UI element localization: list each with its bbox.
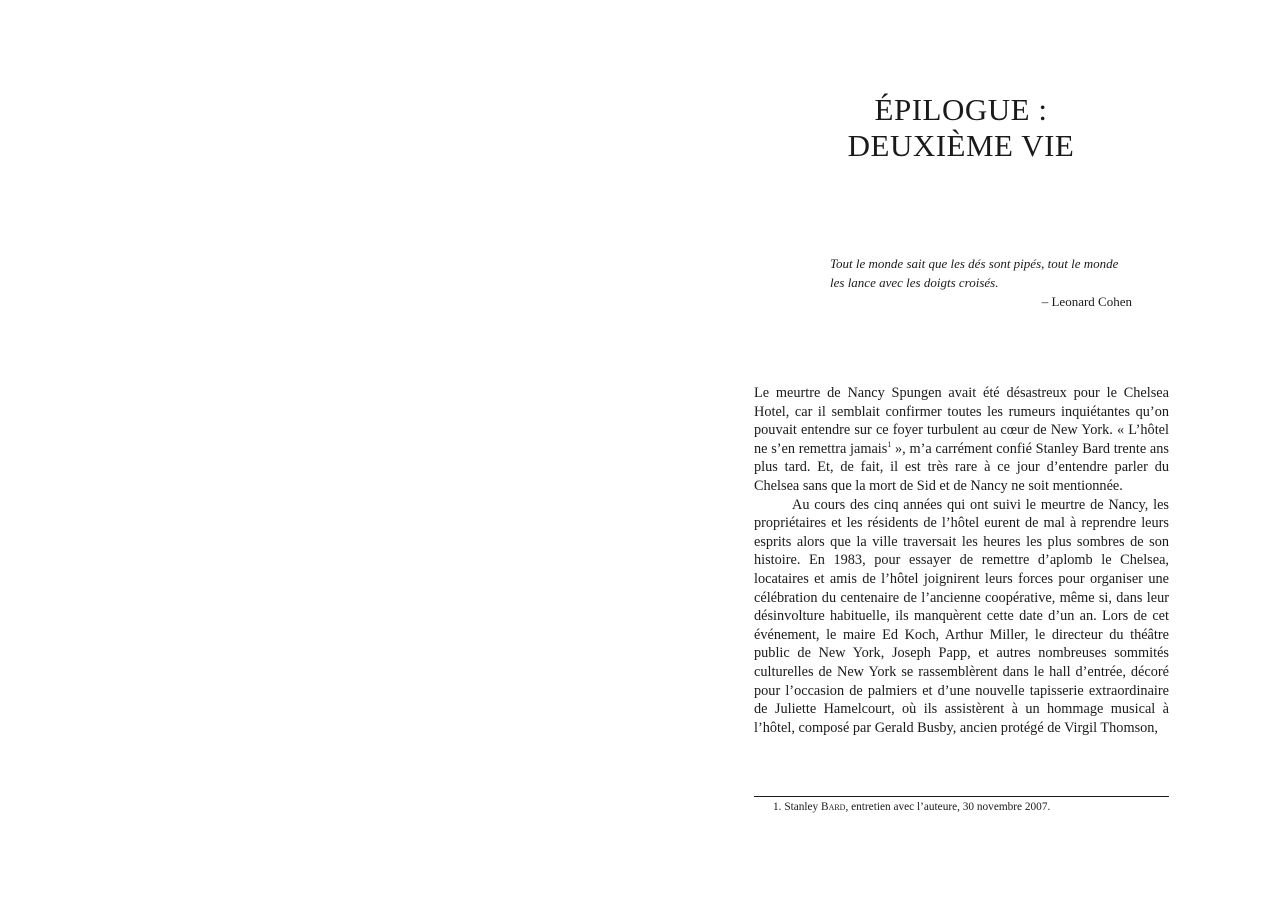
paragraph-1 — [754, 384, 1169, 496]
paragraph-1-part-1: Le meurtre de Nancy Spungen avait été désastreux pour le Chelsea Hotel, car il semblait confirmer toutes les rumeurs inquiétantes qu’on pouvait entendre sur ce foyer turbulent au cœur de New York. « L’hôtel ne s’en remettra jamais — [754, 385, 1169, 457]
epigraph-quote: Tout le monde sait que les dés sont pipés, tout le monde les lance avec les doigts croisés. — [830, 256, 1119, 290]
footnote-reference: 1 — [887, 440, 892, 450]
footnote-first-name: Stanley — [784, 801, 819, 813]
epigraph-author: – Leonard Cohen — [1041, 294, 1132, 309]
epigraph — [830, 254, 1132, 311]
chapter-title-line-1: ÉPILOGUE : — [874, 92, 1048, 127]
body-text — [754, 384, 1169, 737]
footnote-text: , entretien avec l’auteure, 30 novembre 2007. — [845, 801, 1051, 813]
chapter-title — [754, 92, 1168, 164]
right-page — [641, 0, 1282, 904]
chapter-title-line-2: DEUXIÈME VIE — [847, 128, 1075, 163]
footnote — [773, 800, 1169, 815]
footnote-number: 1. — [773, 801, 782, 813]
footnote-divider — [754, 796, 1169, 797]
footnote-last-name: Bard — [821, 801, 846, 813]
paragraph-1-part-2: », m’a carrément confié Stanley Bard trente ans plus tard. Et, de fait, il est très rare à ce jour d’entendre parler du Chelsea sans que la mort de Sid et de Nancy ne soit mentionnée. — [754, 440, 1169, 494]
paragraph-2: Au cours des cinq années qui ont suivi le meurtre de Nancy, les propriétaires et les résidents de l’hôtel eurent de mal à reprendre leurs esprits alors que la ville traversait les heures les plus sombres de son histoire. En 1983, pour essayer de remettre d’aplomb le Chelsea, locataires et amis de l’hôtel joignirent leurs forces pour organiser une célébration du centenaire de l’ancienne coopérative, même si, dans leur désinvolture habituelle, ils manquèrent cette date d’un an. Lors de cet événement, le maire Ed Koch, Arthur Miller, le directeur du théâtre public de New York, Joseph Papp, et autres nombreuses sommités culturelles de New York se rassemblèrent dans le hall d’entrée, décoré pour l’occasion de palmiers et d’une nouvelle tapisserie extraordinaire de Juliette Hamelcourt, où ils assistèrent à un hommage musical à l’hôtel, composé par Gerald Busby, ancien protégé de Virgil Thomson, — [754, 496, 1169, 736]
